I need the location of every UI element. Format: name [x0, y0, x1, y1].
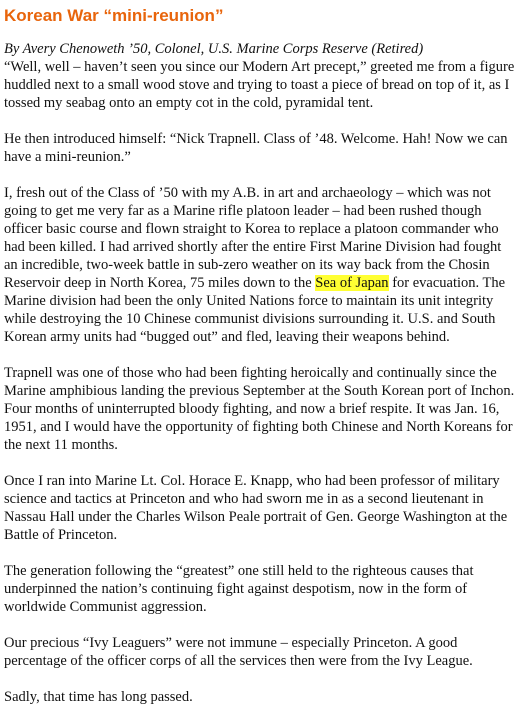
paragraph-4: Trapnell was one of those who had been fighting heroically and continually since the Marine amphibious landing the previous September at the South Korean port of Inchon. Four months of uninterrupted bloody fighting, and now a brief respite. It was Jan. 16, 1951, and I would have the opportunity of fighting both Chinese and North Koreans for the next 11 months. — [4, 365, 515, 453]
article-byline: By Avery Chenoweth ’50, Colonel, U.S. Marine Corps Reserve (Retired) — [4, 41, 424, 57]
article-title: Korean War “mini-reunion” — [4, 6, 224, 25]
paragraph-2: He then introduced himself: “Nick Trapnell. Class of ’48. Welcome. Hah! Now we can have a mini-reunion.” — [4, 131, 508, 165]
paragraph-1: “Well, well – haven’t seen you since our Modern Art precept,” greeted me from a figure huddled next to a small wood stove and trying to toast a piece of bread on top of it, as I tossed my seabag onto an empty cot in the cold, pyramidal tent. — [4, 59, 515, 111]
paragraph-7: Our precious “Ivy Leaguers” were not immune – especially Princeton. A good percentage of the officer corps of all the services then were from the Ivy League. — [4, 635, 473, 669]
paragraph-8: Sadly, that time has long passed. — [4, 689, 193, 705]
paragraph-6: The generation following the “greatest” one still held to the righteous causes that underpinned the nation’s continuing fight against despotism, now in the form of worldwide Communist aggression. — [4, 563, 474, 615]
article — [4, 0, 516, 724]
paragraph-3-part-1: I, fresh out of the Class of ’50 with my A.B. in art and archaeology – which was not going to get me very far as a Marine rifle platoon leader – had been rushed though officer basic course and flown straight to Korea to replace a platoon commander who had been killed. I had arrived shortly after the entire First Marine Division had fought an incredible, two-week battle in sub-zero weather on its way back from the Chosin Reservoir deep in North Korea, 75 miles down to the — [4, 185, 502, 291]
highlighted-text: Sea of Japan — [315, 275, 389, 291]
paragraph-3-part-2: for evacuation. The Marine division had been the only United Nations force to maintain its unit integrity while destroying the 10 Chinese communist divisions surrounding it. U.S. and South Korean army units had “bugged out” and fled, leaving their weapons behind. — [4, 275, 506, 345]
paragraph-5: Once I ran into Marine Lt. Col. Horace E. Knapp, who had been professor of military science and tactics at Princeton and who had sworn me in as a second lieutenant in Nassau Hall under the Charles Wilson Peale portrait of Gen. George Washington at the Battle of Princeton. — [4, 473, 508, 543]
paragraph-3 — [4, 184, 516, 346]
